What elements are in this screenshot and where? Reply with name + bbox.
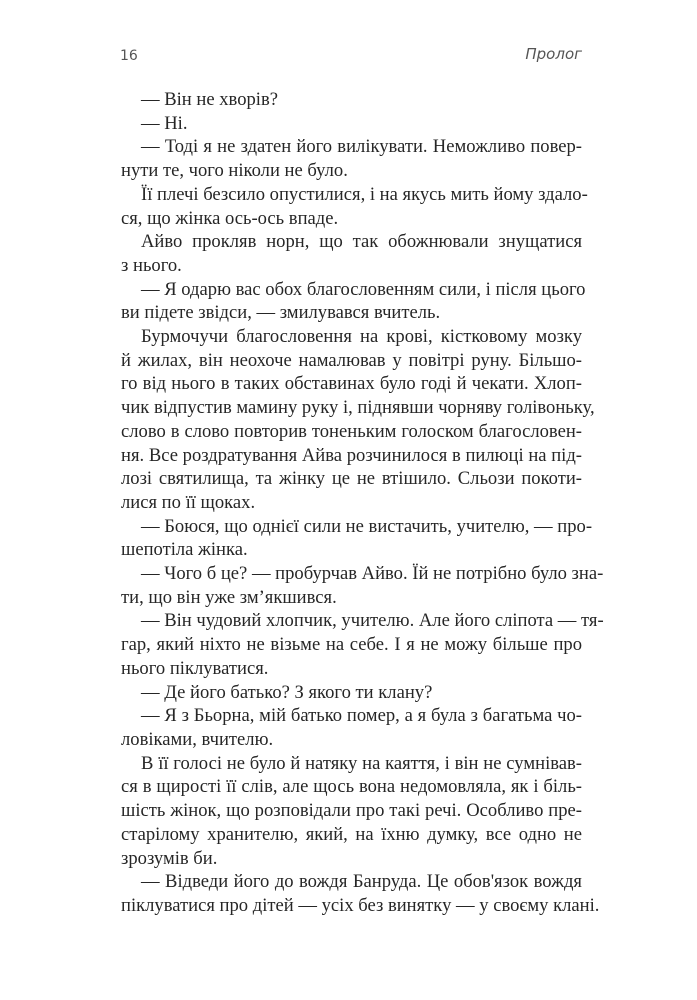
text-line: з нього.: [121, 254, 182, 276]
paragraph: [121, 609, 604, 680]
text-line: — Ні.: [141, 112, 188, 134]
text-line: ся в щирості її слів, але щось вона недомовляла, як і біль-: [121, 776, 582, 798]
text-line: лозі святилища, та жінку це не втішило. Сльози покоти-: [121, 468, 582, 490]
body-text: [121, 88, 604, 918]
paragraph: [121, 562, 604, 609]
text-line: — Я з Бьорна, мій батько помер, а я була з багатьма чо-: [141, 705, 582, 727]
text-line: чик відпустив мамину руку і, піднявши чорняву голівоньку,: [121, 397, 595, 419]
paragraph: [121, 230, 582, 277]
text-line: старілому хранителю, який, на їхню думку, все одно не: [121, 823, 582, 845]
paragraph: [121, 88, 582, 112]
text-line: ти, що він уже зм’якшився.: [121, 586, 337, 608]
text-line: гар, який ніхто не візьме на себе. І я не можу більше про: [121, 634, 582, 656]
text-line: ловіками, вчителю.: [121, 728, 274, 750]
text-line: — Чого б це? — пробурчав Айво. Їй не потрібно було зна-: [141, 563, 604, 585]
paragraph: [121, 135, 582, 182]
text-line: слово в слово повторив тоненьким голоском благословен-: [121, 420, 582, 442]
page-number: 16: [120, 48, 138, 64]
text-line: нути те, чого ніколи не було.: [121, 160, 348, 182]
text-line: Айво прокляв норн, що так обожнювали знущатися: [141, 231, 582, 253]
text-line: ви підете звідси, — змилувався вчитель.: [121, 302, 441, 324]
text-line: — Я одарю вас обох благословенням сили, і після цього: [141, 278, 586, 300]
text-line: ня. Все роздратування Айва розчинилося в пилюці на під-: [121, 444, 582, 466]
text-line: — Він не хворів?: [141, 89, 279, 110]
text-line: зрозумів би.: [121, 847, 218, 869]
text-line: го від нього в таких обставинах було годі й чекати. Хлоп-: [121, 373, 582, 395]
paragraph: [121, 704, 582, 751]
text-line: Бурмочучи благословення на крові, кістковому мозку: [141, 326, 582, 348]
paragraph: [121, 278, 586, 325]
text-line: лися по її щоках.: [121, 491, 256, 513]
text-line: — Де його батько? З якого ти клану?: [141, 681, 433, 703]
text-line: Її плечі безсило опустилися, і на якусь мить йому здало-: [141, 183, 588, 205]
paragraph: [121, 325, 595, 515]
text-line: піклуватися про дітей — усіх без винятку — у своєму клані.: [121, 894, 600, 916]
running-title: Пролог: [525, 45, 582, 63]
paragraph: [121, 183, 588, 230]
paragraph: [121, 681, 582, 705]
text-line: В її голосі не було й натяку на каяття, і він не сумнівав-: [141, 752, 582, 774]
text-line: — Він чудовий хлопчик, учителю. Але його сліпота — тя-: [141, 610, 604, 632]
text-line: нього піклуватися.: [121, 657, 269, 679]
text-line: шепотіла жінка.: [121, 539, 248, 561]
text-line: — Тоді я не здатен його вилікувати. Неможливо повер-: [141, 136, 582, 158]
text-line: шість жінок, що розповідали про такі речі. Особливо пре-: [121, 800, 582, 822]
paragraph: [121, 515, 593, 562]
text-line: — Боюся, що однієї сили не вистачить, учителю, — про-: [141, 515, 593, 537]
paragraph: [121, 870, 600, 917]
text-line: й жилах, він неохоче намалював у повітрі руну. Більшо-: [121, 349, 582, 371]
text-line: ся, що жінка ось-ось впаде.: [121, 207, 339, 229]
paragraph: [121, 112, 582, 136]
text-line: — Відведи його до вождя Банруда. Це обов'язок вождя: [141, 871, 582, 893]
paragraph: [121, 752, 582, 871]
